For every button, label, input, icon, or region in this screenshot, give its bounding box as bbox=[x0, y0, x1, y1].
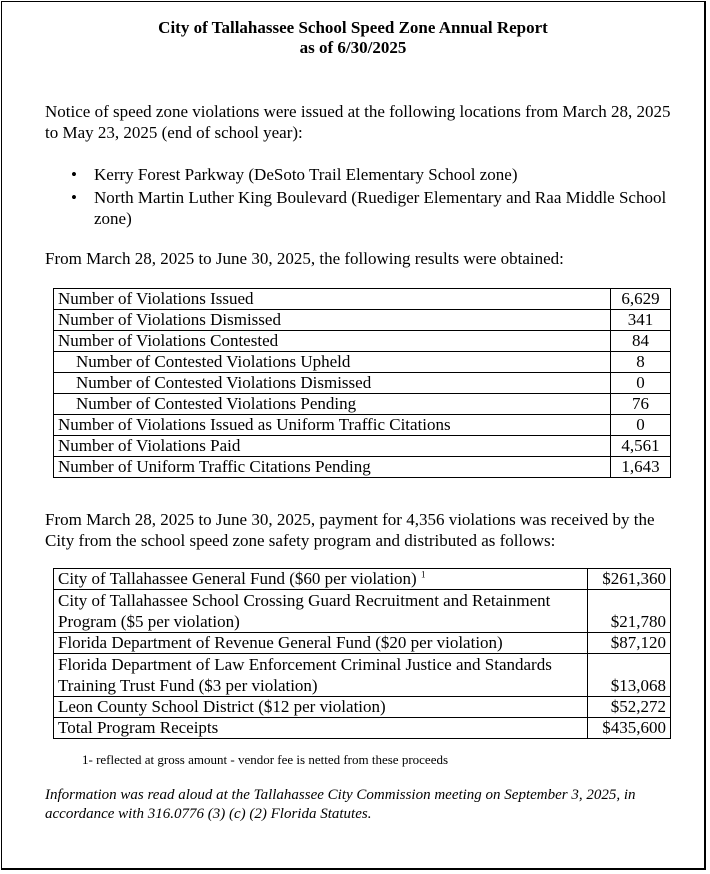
payment-intro: From March 28, 2025 to June 30, 2025, payment for 4,356 violations was received by the City from the school speed zone safety program and distributed as follows: bbox=[45, 510, 655, 550]
row-label: Number of Violations Paid bbox=[54, 436, 611, 457]
table-row bbox=[54, 569, 671, 590]
row-value: $13,068 bbox=[588, 654, 671, 697]
row-label bbox=[54, 569, 588, 590]
row-label: Number of Contested Violations Upheld bbox=[54, 352, 611, 373]
row-value: 6,629 bbox=[611, 289, 671, 310]
location-text: Kerry Forest Parkway (DeSoto Trail Elementary School zone) bbox=[94, 165, 518, 184]
list-item bbox=[45, 187, 675, 229]
table-row bbox=[54, 436, 671, 457]
table-row bbox=[54, 352, 671, 373]
table-row bbox=[54, 394, 671, 415]
table-row bbox=[54, 373, 671, 394]
row-value: $87,120 bbox=[588, 633, 671, 654]
row-label: Number of Contested Violations Dismissed bbox=[54, 373, 611, 394]
row-label: Florida Department of Law Enforcement Criminal Justice and Standards Training Trust Fund ($3 per violation) bbox=[54, 654, 588, 697]
row-value: 76 bbox=[611, 394, 671, 415]
row-value: 4,561 bbox=[611, 436, 671, 457]
row-label: Number of Violations Issued as Uniform Traffic Citations bbox=[54, 415, 611, 436]
intro-paragraph: Notice of speed zone violations were issued at the following locations from March 28, 2025 to May 23, 2025 (end of school year): bbox=[45, 102, 671, 142]
row-label: Number of Contested Violations Pending bbox=[54, 394, 611, 415]
row-value: $52,272 bbox=[588, 697, 671, 718]
report-title bbox=[2, 18, 704, 58]
table-row bbox=[54, 415, 671, 436]
row-value: 0 bbox=[611, 373, 671, 394]
table-row bbox=[54, 289, 671, 310]
table-row bbox=[54, 310, 671, 331]
footnote-marker: 1 bbox=[420, 569, 426, 580]
row-value: $435,600 bbox=[588, 718, 671, 739]
distribution-table bbox=[53, 568, 671, 739]
table-row bbox=[54, 697, 671, 718]
table-row bbox=[54, 718, 671, 739]
location-text: North Martin Luther King Boulevard (Ruediger Elementary and Raa Middle School zone) bbox=[94, 188, 667, 228]
table-row bbox=[54, 633, 671, 654]
row-label: Number of Uniform Traffic Citations Pending bbox=[54, 457, 611, 478]
row-value: 341 bbox=[611, 310, 671, 331]
bullet-icon: • bbox=[71, 188, 77, 207]
closing-statement: Information was read aloud at the Tallahassee City Commission meeting on September 3, 2025, in accordance with 316.0776 (3) (c) (2) Florida Statutes. bbox=[45, 787, 636, 822]
row-label: Leon County School District ($12 per violation) bbox=[54, 697, 588, 718]
table-row bbox=[54, 331, 671, 352]
table-row bbox=[54, 590, 671, 633]
location-list bbox=[45, 164, 675, 231]
title-line-1: City of Tallahassee School Speed Zone Annual Report bbox=[158, 18, 548, 37]
report-page bbox=[1, 1, 706, 870]
row-value: 0 bbox=[611, 415, 671, 436]
row-label: Total Program Receipts bbox=[54, 718, 588, 739]
row-label: Number of Violations Dismissed bbox=[54, 310, 611, 331]
bullet-icon: • bbox=[71, 165, 77, 184]
list-item bbox=[45, 164, 675, 185]
results-table bbox=[53, 288, 671, 478]
row-label: Florida Department of Revenue General Fund ($20 per violation) bbox=[54, 633, 588, 654]
row-value: $21,780 bbox=[588, 590, 671, 633]
row-label-text: City of Tallahassee General Fund ($60 per violation) bbox=[58, 569, 417, 588]
row-label: City of Tallahassee School Crossing Guard Recruitment and Retainment Program ($5 per violation) bbox=[54, 590, 588, 633]
row-label: Number of Violations Issued bbox=[54, 289, 611, 310]
footnote: 1- reflected at gross amount - vendor fee is netted from these proceeds bbox=[82, 752, 449, 767]
row-value: 84 bbox=[611, 331, 671, 352]
table-row bbox=[54, 654, 671, 697]
results-intro: From March 28, 2025 to June 30, 2025, the following results were obtained: bbox=[45, 249, 564, 268]
row-label: Number of Violations Contested bbox=[54, 331, 611, 352]
title-line-2: as of 6/30/2025 bbox=[299, 38, 407, 57]
row-value: 8 bbox=[611, 352, 671, 373]
row-value: 1,643 bbox=[611, 457, 671, 478]
table-row bbox=[54, 457, 671, 478]
row-value: $261,360 bbox=[588, 569, 671, 590]
